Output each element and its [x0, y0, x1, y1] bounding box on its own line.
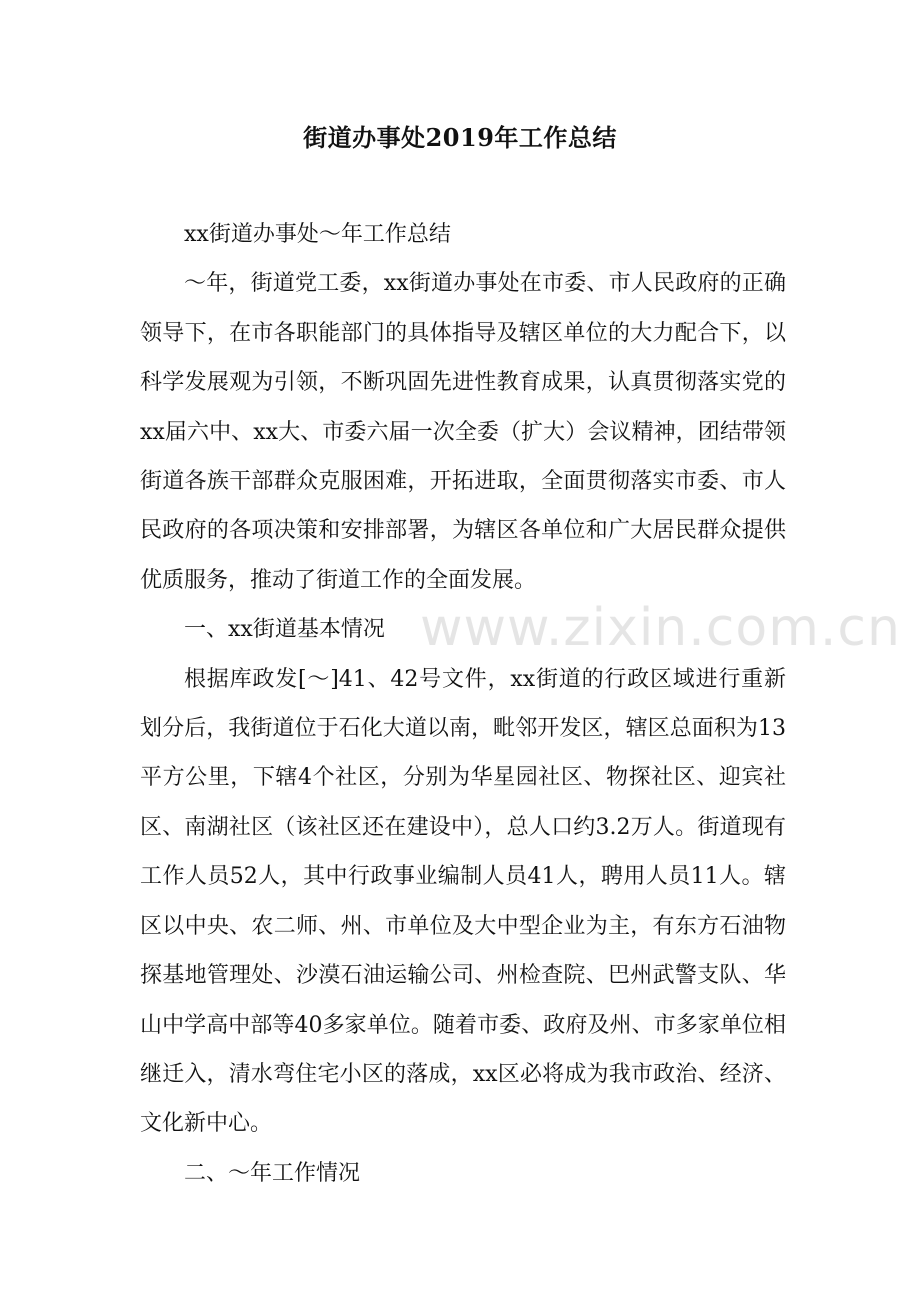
section-heading-basic-info: 一、xx街道基本情况 — [184, 617, 385, 643]
subtitle-paragraph: xx街道办事处～年工作总结 — [184, 222, 451, 247]
watermark: www.zixin.com.cn — [420, 598, 901, 658]
section-heading-work-status: 二、～年工作情况 — [184, 1160, 361, 1186]
intro-paragraph: ～年，街道党工委，xx街道办事处在市委、市人民政府的正确领导下，在市各职能部门的具体指导及辖区单位的大力配合下，以科学发展观为引领，不断巩固先进性教育成果，认真贯彻落实党的xx届六中、xx大、市委六届一次全委（扩大）会议精神，团结带领街道各族干部群众克服困难，开拓进取，全面贯彻落实市委、市人民政府的各项决策和安排部署，为辖区各单位和广大居民群众提供优质服务，推动了街道工作的全面发展。 — [140, 271, 786, 593]
document-body — [140, 210, 786, 1198]
page-title: 街道办事处2019年工作总结 — [303, 123, 617, 152]
basic-info-paragraph: 根据库政发[～]41、42号文件，xx街道的行政区域进行重新划分后，我街道位于石化大道以南，毗邻开发区，辖区总面积为13平方公里，下辖4个社区，分别为华星园社区、物探社区、迎宾社区、南湖社区（该社区还在建设中），总人口约3.2万人。街道现有工作人员52人，其中行政事业编制人员41人，聘用人员11人。辖区以中央、农二师、州、市单位及大中型企业为主，有东方石油物探基地管理处、沙漠石油运输公司、州检查院、巴州武警支队、华山中学高中部等40多家单位。随着市委、政府及州、市多家单位相继迁入，清水弯住宅小区的落成，xx区必将成为我市政治、经济、文化新中心。 — [140, 666, 786, 1137]
